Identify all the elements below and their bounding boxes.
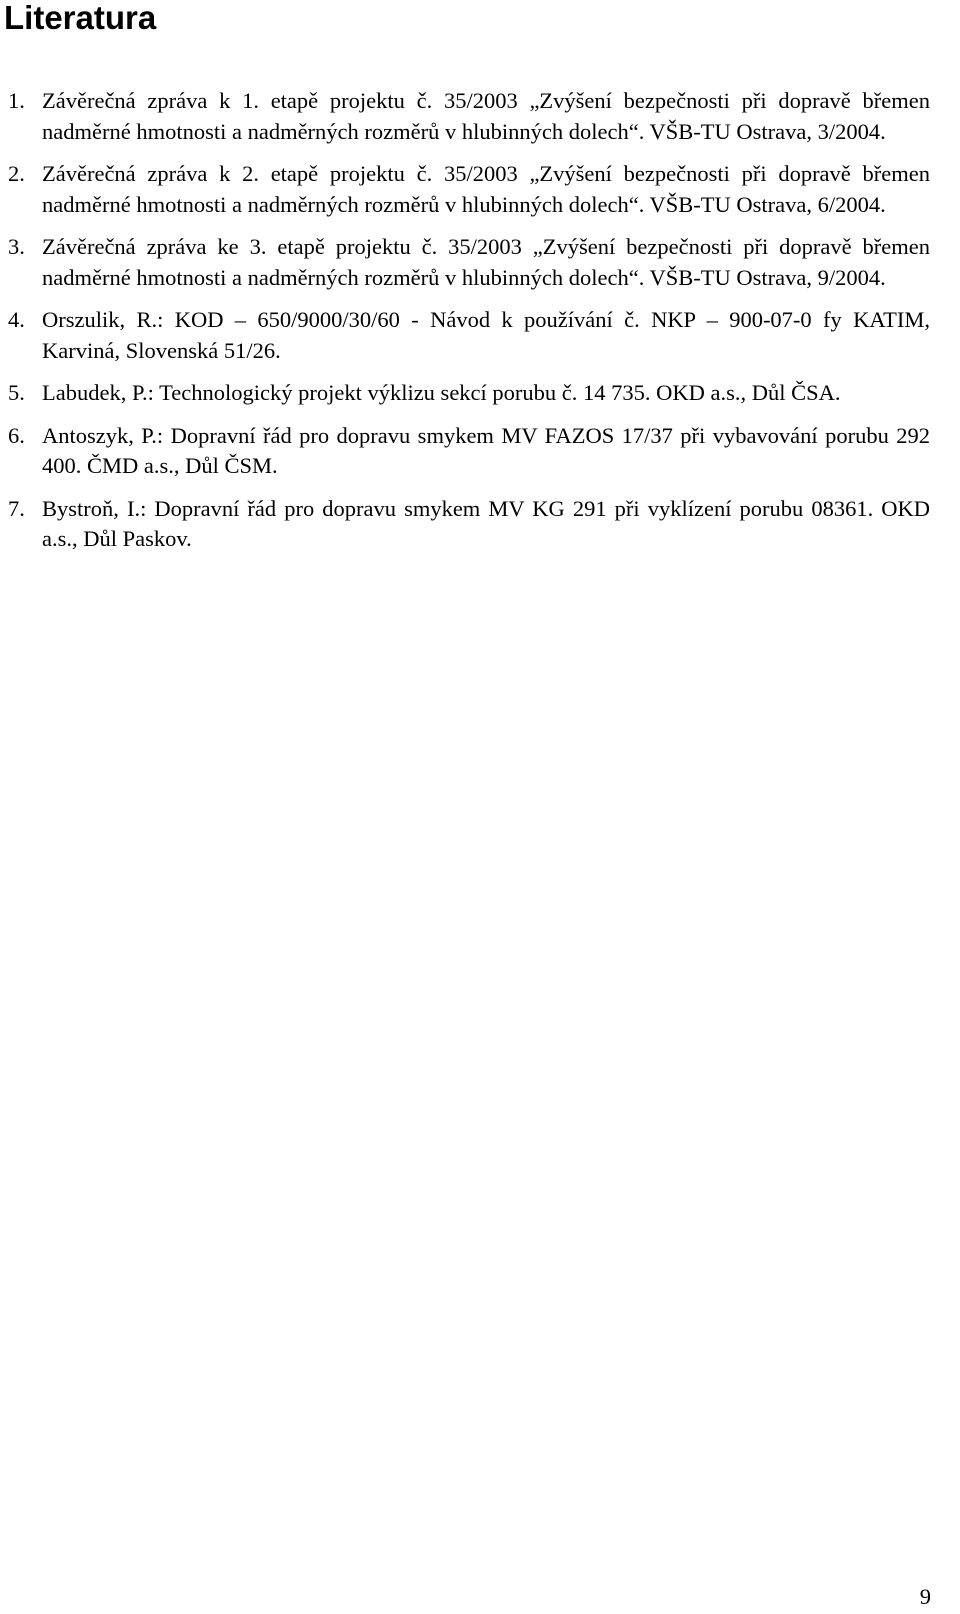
reference-text: Závěrečná zpráva k 2. etapě projektu č. 35/2003 „Zvýšení bezpečnosti při dopravě břemen nadměrné hmotnosti a nadměrných rozměrů v hlubinných dolech“. VŠB-TU Ostrava, 6/2004. bbox=[42, 161, 930, 217]
reference-item bbox=[0, 232, 960, 293]
reference-number: 3. bbox=[8, 234, 25, 259]
reference-number: 6. bbox=[8, 422, 25, 448]
reference-item bbox=[0, 494, 960, 555]
page-title: Literatura bbox=[4, 0, 157, 36]
reference-number: 7. bbox=[8, 495, 25, 521]
reference-item bbox=[0, 159, 960, 220]
reference-item bbox=[0, 421, 960, 482]
reference-number: 4. bbox=[8, 307, 25, 332]
reference-text: Závěrečná zpráva ke 3. etapě projektu č. 35/2003 „Zvýšení bezpečnosti při dopravě břemen nadměrné hmotnosti a nadměrných rozměrů v hlubinných dolech“. VŠB-TU Ostrava, 9/2004. bbox=[42, 234, 930, 290]
reference-text: Labudek, P.: Technologický projekt výklizu sekcí porubu č. 14 735. OKD a.s., Důl ČSA. bbox=[42, 380, 841, 405]
reference-number: 2. bbox=[8, 161, 25, 186]
reference-number: 1. bbox=[8, 88, 25, 113]
reference-item bbox=[0, 378, 960, 409]
reference-text: Antoszyk, P.: Dopravní řád pro dopravu smykem MV FAZOS 17/37 při vybavování porubu 292 400. ČMD a.s., Důl ČSM. bbox=[42, 422, 930, 478]
reference-text: Bystroň, I.: Dopravní řád pro dopravu smykem MV KG 291 při vyklízení porubu 08361. OKD a.s., Důl Paskov. bbox=[42, 495, 930, 551]
reference-text: Závěrečná zpráva k 1. etapě projektu č. 35/2003 „Zvýšení bezpečnosti při dopravě břemen nadměrné hmotnosti a nadměrných rozměrů v hlubinných dolech“. VŠB-TU Ostrava, 3/2004. bbox=[42, 88, 930, 144]
reference-number: 5. bbox=[8, 380, 25, 405]
page-number: 9 bbox=[919, 1584, 931, 1609]
reference-list bbox=[0, 86, 960, 567]
reference-text: Orszulik, R.: KOD – 650/9000/30/60 - Návod k používání č. NKP – 900-07-0 fy KATIM, Karviná, Slovenská 51/26. bbox=[42, 307, 930, 363]
reference-item bbox=[0, 86, 960, 147]
reference-item bbox=[0, 305, 960, 366]
